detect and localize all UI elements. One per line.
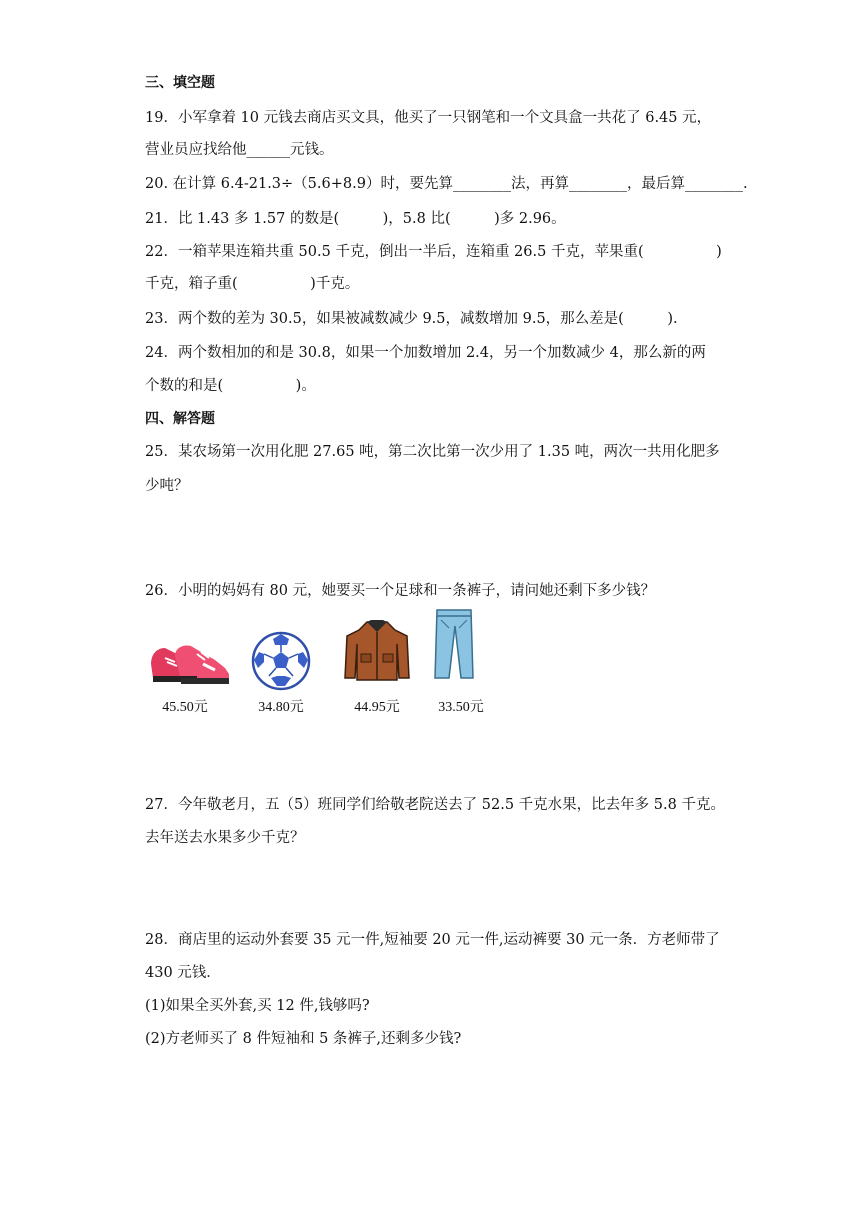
section-heading-fill-blank: 三、填空题	[145, 75, 215, 91]
section-heading-answer: 四、解答题	[145, 411, 215, 427]
question-22-line-1: 22．一箱苹果连箱共重 50.5 千克，倒出一半后，连箱重 26.5 千克，苹果重( )	[145, 244, 722, 260]
soccer-ball-icon	[241, 630, 331, 692]
question-27-line-2: 去年送去水果多少千克？	[145, 830, 305, 846]
jacket-icon	[337, 616, 427, 682]
price-jeans: 33.50元	[438, 700, 484, 715]
question-19-line-2: 营业员应找给他______元钱。	[145, 142, 334, 158]
question-22-line-2: 千克，箱子重( )千克。	[145, 276, 360, 292]
question-24-line-1: 24．两个数相加的和是 30.8，如果一个加数增加 2.4，另一个加数减少 4，那么新的两	[145, 345, 706, 361]
question-28-sub-1: (1)如果全买外套,买 12 件,钱够吗?	[145, 998, 370, 1014]
question-27-line-1: 27．今年敬老月，五（5）班同学们给敬老院送去了 52.5 千克水果，比去年多 5.8 千克。	[145, 797, 725, 813]
item-jacket	[337, 630, 423, 720]
price-jacket: 44.95元	[354, 700, 400, 715]
question-24-line-2: 个数的和是( )。	[145, 378, 316, 394]
sneakers-icon	[145, 630, 235, 692]
price-sneakers: 45.50元	[162, 700, 208, 715]
question-25-line-2: 少吨？	[145, 478, 189, 494]
question-20: 20. 在计算 6.4-21.3÷（5.6+8.9）时，要先算________法，再算________，最后算________.	[145, 176, 748, 192]
item-sneakers	[145, 630, 231, 720]
jeans-icon	[421, 608, 511, 680]
item-soccer-ball	[241, 630, 327, 720]
question-28-line-2: 430 元钱．	[145, 965, 221, 981]
price-items	[145, 630, 505, 720]
question-28-line-1: 28．商店里的运动外套要 35 元一件,短袖要 20 元一件,运动裤要 30 元一条．方老师带了	[145, 932, 720, 948]
question-25-line-1: 25．某农场第一次用化肥 27.65 吨，第二次比第一次少用了 1.35 吨，两次一共用化肥多	[145, 444, 720, 460]
question-19-line-1: 19．小军拿着 10 元钱去商店买文具，他买了一只钢笔和一个文具盒一共花了 6.45 元，	[145, 110, 712, 126]
question-21: 21．比 1.43 多 1.57 的数是( )，5.8 比( )多 2.96。	[145, 211, 566, 227]
question-23: 23．两个数的差为 30.5，如果被减数减少 9.5，减数增加 9.5，那么差是( ).	[145, 311, 678, 327]
price-soccer-ball: 34.80元	[258, 700, 304, 715]
question-26-line-1: 26．小明的妈妈有 80 元，她要买一个足球和一条裤子，请问她还剩下多少钱？	[145, 583, 656, 599]
question-28-sub-2: (2)方老师买了 8 件短袖和 5 条裤子,还剩多少钱?	[145, 1031, 462, 1047]
item-jeans	[421, 630, 507, 720]
